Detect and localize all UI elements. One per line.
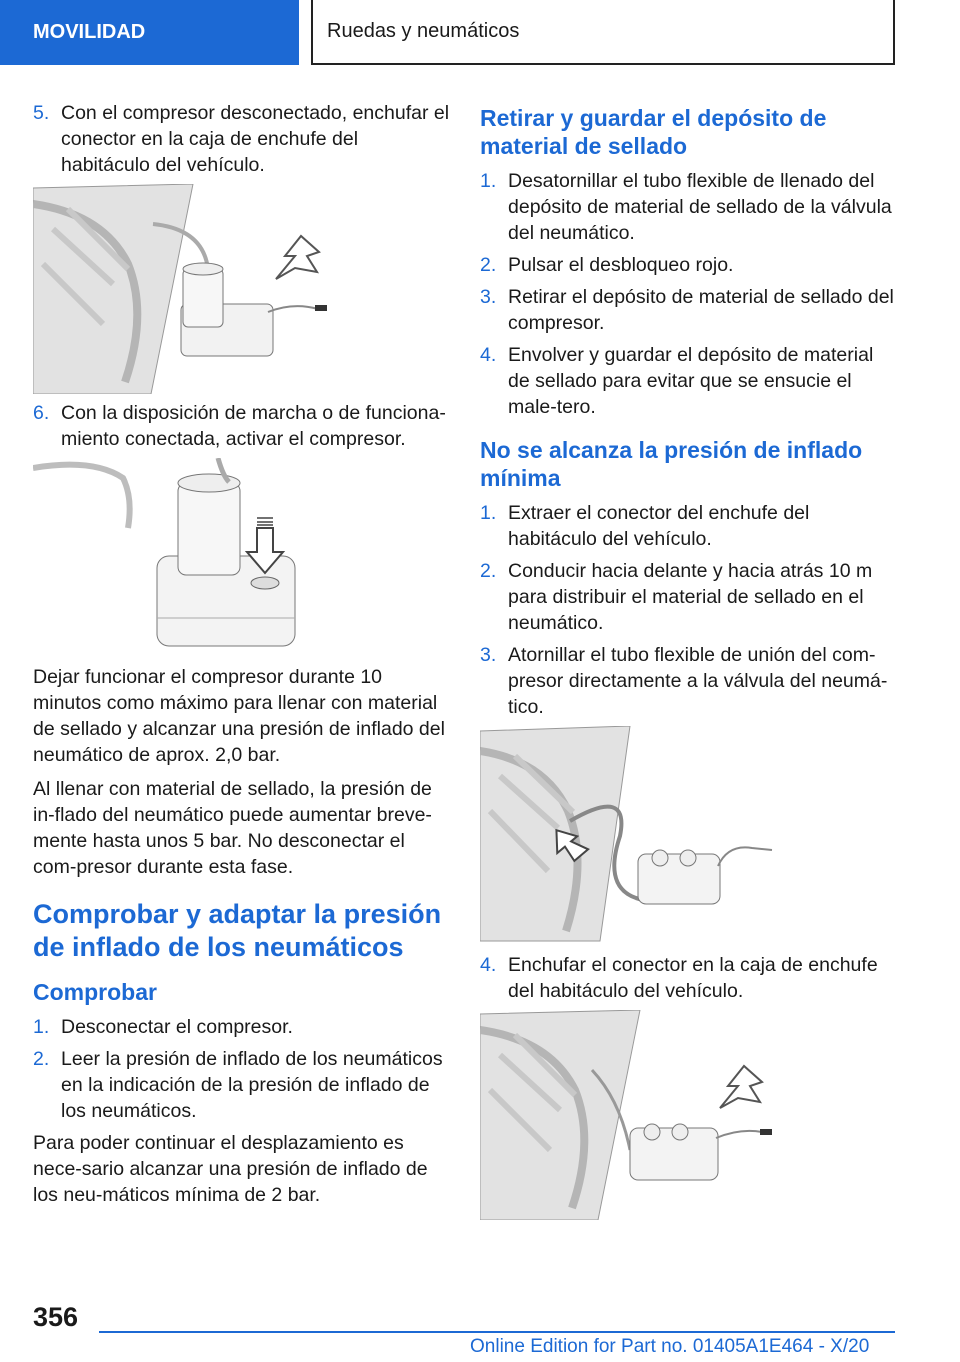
step-text: Atornillar el tubo flexible de unión del com-presor directamente a la válvula del neumá-tico. — [508, 644, 888, 718]
step-item — [480, 558, 898, 636]
compressor-connected-illustration — [33, 184, 333, 394]
chapter-header — [311, 0, 895, 65]
left-column — [33, 100, 451, 1216]
step-number: 6. — [33, 402, 50, 424]
step-number: 1. — [33, 1016, 50, 1038]
step-text: Conducir hacia delante y hacia atrás 10 m para distribuir el material de sellado en el neumático. — [508, 560, 873, 634]
step-text: Con la disposición de marcha o de funciona-miento conectada, activar el compresor. — [61, 402, 446, 450]
step-number: 4. — [480, 954, 497, 976]
chapter-title: Ruedas y neumáticos — [327, 20, 520, 42]
step-text: Envolver y guardar el depósito de material de sellado para evitar que se ensucie el male-tero. — [508, 344, 874, 418]
step-number: 4. — [480, 344, 497, 366]
page-number: 356 — [33, 1302, 79, 1332]
step-text: Enchufar el conector en la caja de enchufe del habitáculo del vehículo. — [508, 954, 878, 1002]
paragraph: Para poder continuar el desplazamiento es nece-sario alcanzar una presión de inflado de los neu-máticos mínima de 2 bar. — [33, 1132, 428, 1206]
step-text: Extraer el conector del enchufe del habitáculo del vehículo. — [508, 502, 810, 550]
subsection-heading: No se alcanza la presión de inflado mínima — [480, 437, 863, 491]
right-column — [480, 100, 898, 1226]
step-item — [480, 284, 898, 336]
step-item — [33, 400, 451, 452]
paragraph: Dejar funcionar el compresor durante 10 minutos como máximo para llenar con material de sellado y alcanzar una presión de inflado del neumático de aprox. 2,0 bar. — [33, 666, 445, 766]
step-number: 2. — [33, 1048, 50, 1070]
step-number: 5. — [33, 102, 50, 124]
section-title: MOVILIDAD — [33, 21, 146, 43]
subsection-heading: Retirar y guardar el depósito de material de sellado — [480, 105, 827, 159]
step-text: Desconectar el compresor. — [61, 1016, 293, 1038]
step-item — [480, 342, 898, 420]
step-number: 3. — [480, 286, 497, 308]
section-tab — [0, 0, 299, 65]
step-item — [33, 1014, 451, 1040]
step-number: 2. — [480, 560, 497, 582]
subsection-heading: Comprobar — [33, 979, 157, 1005]
step-item — [480, 952, 898, 1004]
compressor-plug-illustration — [480, 1010, 780, 1220]
step-text: Retirar el depósito de material de sellado del compresor. — [508, 286, 894, 334]
step-item — [33, 100, 451, 178]
step-item — [480, 252, 898, 278]
step-item — [480, 500, 898, 552]
step-item — [480, 168, 898, 246]
step-item — [480, 642, 898, 720]
step-text: Con el compresor desconectado, enchufar el conector en la caja de enchufe del habitáculo del vehículo. — [61, 102, 450, 176]
hose-valve-illustration — [480, 726, 780, 946]
step-number: 3. — [480, 644, 497, 666]
footer-divider — [99, 1331, 895, 1333]
step-item — [33, 1046, 451, 1124]
step-text: Pulsar el desbloqueo rojo. — [508, 254, 734, 276]
step-number: 1. — [480, 170, 497, 192]
compressor-switch-illustration — [33, 458, 333, 658]
step-text: Desatornillar el tubo flexible de llenado del depósito de material de sellado de la válvula del neumático. — [508, 170, 892, 244]
footer-edition: Online Edition for Part no. 01405A1E464 - X/20 — [470, 1336, 870, 1357]
step-number: 1. — [480, 502, 497, 524]
section-heading: Comprobar y adaptar la presión de inflado de los neumáticos — [33, 899, 442, 962]
step-number: 2. — [480, 254, 497, 276]
paragraph: Al llenar con material de sellado, la presión de in-flado del neumático puede aumentar breve-mente hasta unos 5 bar. No desconectar el com-presor durante esta fase. — [33, 778, 432, 878]
step-text: Leer la presión de inflado de los neumáticos en la indicación de la presión de inflado de los neumáticos. — [61, 1048, 443, 1122]
